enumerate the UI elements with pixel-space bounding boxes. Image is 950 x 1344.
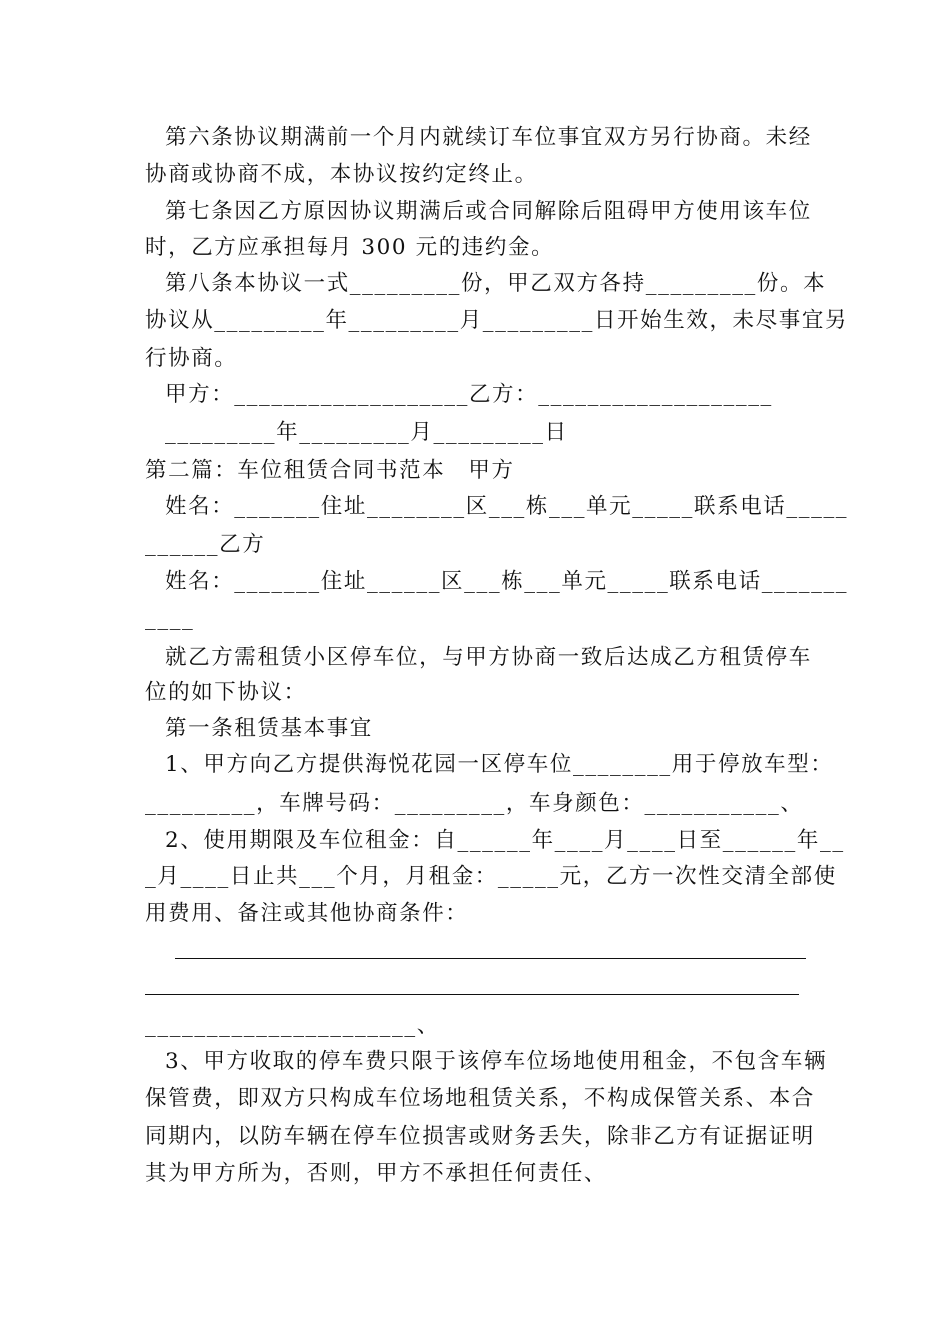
text-line: 姓名：_______住址________区___栋___单元_____联系电话_____ <box>165 494 849 519</box>
text-line: 2、使用期限及车位租金：自______年____月____日至______年__ <box>165 828 845 853</box>
text-line: 第七条因乙方原因协议期满后或合同解除后阻碍甲方使用该车位 <box>165 199 812 224</box>
text-line: ______________________、 <box>145 1013 440 1038</box>
text-line: 时，乙方应承担每月 300 元的违约金。 <box>145 235 555 260</box>
text-line: 协商或协商不成，本协议按约定终止。 <box>145 162 538 187</box>
text-line: 1、甲方向乙方提供海悦花园一区停车位________用于停放车型： <box>165 752 834 777</box>
blank-rule-line <box>145 994 799 995</box>
text-line: 保管费，即双方只构成车位场地租赁关系，不构成保管关系、本合 <box>145 1086 815 1111</box>
text-line: _________，车牌号码：_________，车身颜色：___________、 <box>145 791 804 816</box>
text-line: 第六条协议期满前一个月内就续订车位事宜双方另行协商。未经 <box>165 125 812 150</box>
text-line: 姓名：_______住址______区___栋___单元_____联系电话_______ <box>165 569 849 594</box>
text-line: 同期内，以防车辆在停车位损害或财务丢失，除非乙方有证据证明 <box>145 1124 815 1149</box>
text-line: 位的如下协议： <box>145 680 307 705</box>
date-line: _________年_________月_________日 <box>165 420 568 445</box>
text-line: 协议从_________年_________月_________日开始生效，未尽事宜另 <box>145 308 849 333</box>
text-line: _月____日止共___个月，月租金：_____元，乙方一次性交清全部使 <box>145 864 837 889</box>
blank-rule-line <box>175 958 806 959</box>
text-line: 第八条本协议一式_________份，甲乙双方各持_________份。本 <box>165 271 827 296</box>
text-line: 3、甲方收取的停车费只限于该停车位场地使用租金，不包含车辆 <box>165 1049 828 1074</box>
signature-line: 甲方：___________________乙方：___________________ <box>165 382 773 407</box>
text-line: 就乙方需租赁小区停车位，与甲方协商一致后达成乙方租赁停车 <box>165 645 812 670</box>
clause-heading: 第一条租赁基本事宜 <box>165 716 373 741</box>
text-line: 用费用、备注或其他协商条件： <box>145 901 469 926</box>
text-line: 行协商。 <box>145 346 238 371</box>
section-title: 第二篇：车位租赁合同书范本 甲方 <box>145 458 515 483</box>
text-line: ____ <box>145 606 195 631</box>
text-line: 其为甲方所为，否则，甲方不承担任何责任、 <box>145 1161 608 1186</box>
text-line: ______乙方 <box>145 532 266 557</box>
